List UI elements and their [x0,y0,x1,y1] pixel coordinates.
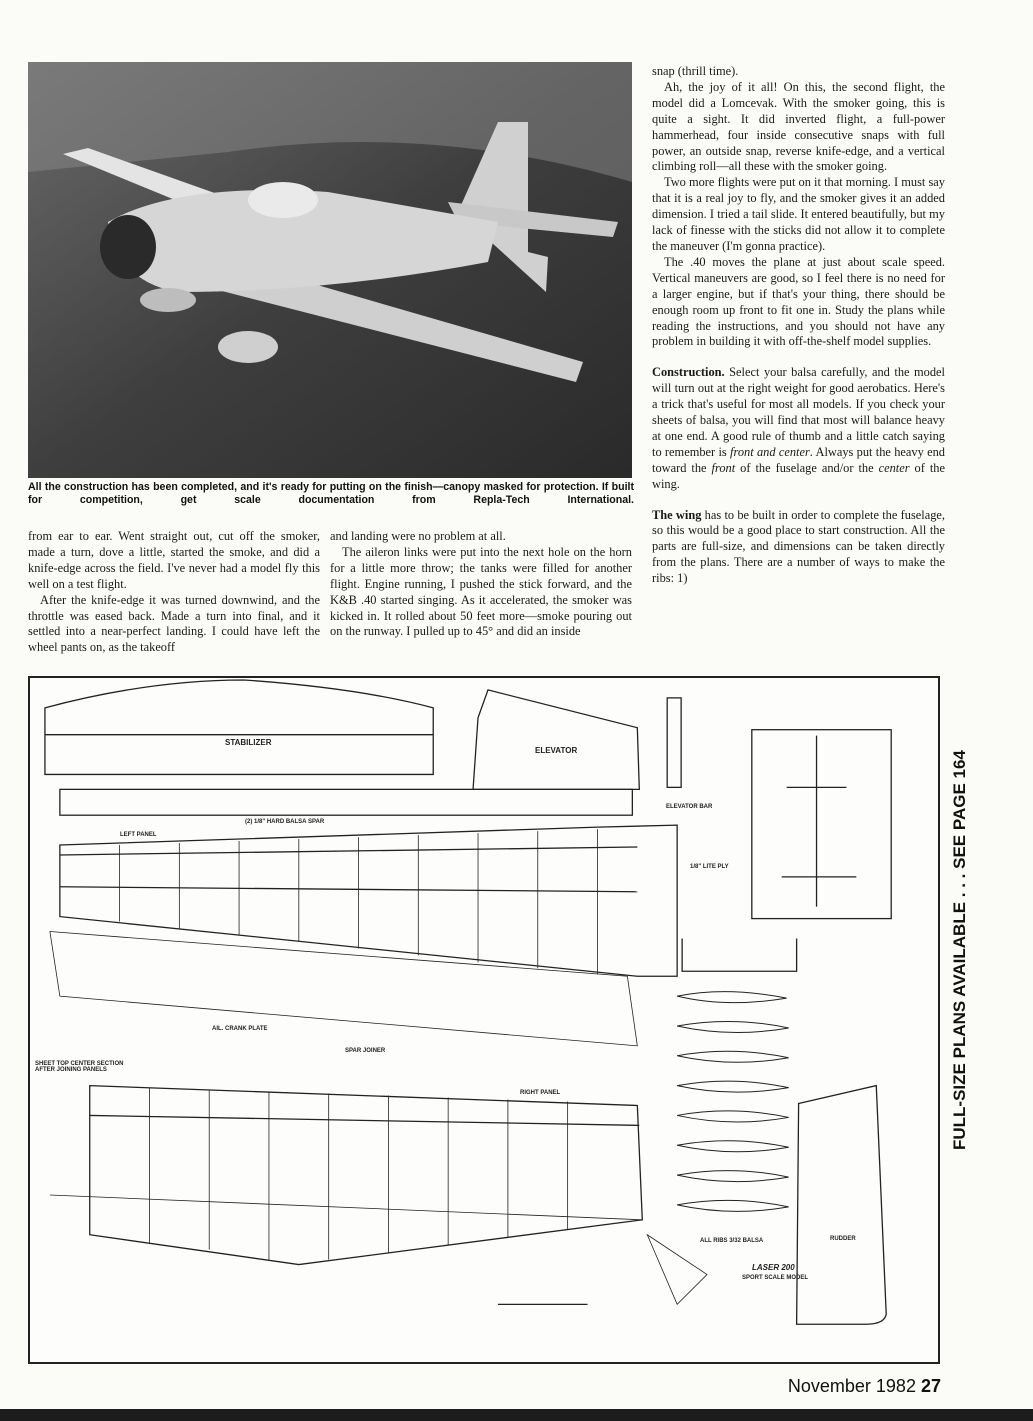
emphasis: front [711,460,736,475]
rudder-label: RUDDER [830,1236,856,1242]
page-footer [788,1376,941,1397]
paragraph: from ear to ear. Went straight out, cut off the smoker, made a turn, dove a little, started the smoke, and did a knife-edge across the field. I've never had a model fly this well on a test flight. [28,529,320,591]
right-panel-label: RIGHT PANEL [520,1090,561,1096]
left-panel-label: LEFT PANEL [120,832,157,838]
lite-ply-label: 1/8" LITE PLY [690,864,729,870]
plan-title: LASER 200 [752,1263,795,1272]
text: of the fuselage and/or the [735,460,879,475]
text: . Always put the heavy end toward the [652,444,945,475]
plan-subtitle: SPORT SCALE MODEL [742,1275,809,1281]
photo-caption: All the construction has been completed, and it's ready for putting on the finish—canopy masked for protection. If built for competition, get scale documentation from Repla-Tech International. [28,481,634,506]
article-column-2 [330,529,632,640]
airplane-photo [28,62,632,478]
plans-available-banner: FULL-SIZE PLANS AVAILABLE . . . SEE PAGE 164 [950,750,969,1150]
article-column-3 [652,64,945,587]
elevator-label: ELEVATOR [535,746,578,755]
page-number: 27 [920,1376,941,1396]
paragraph: and landing were no problem at all. [330,529,506,543]
sheet-top-label: SHEET TOP CENTER SECTION AFTER JOINING PANELS [35,1061,124,1073]
wing-paragraph [652,508,945,588]
construction-plans-drawing [28,676,940,1364]
all-ribs-label: ALL RIBS 3/32 BALSA [700,1238,764,1244]
spar-joiner-label: SPAR JOINER [345,1048,386,1054]
paragraph: snap (thrill time). [652,64,739,78]
scan-edge [0,1409,1033,1421]
paragraph: The aileron links were put into the next hole on the horn for a little more throw; the tanks were filled for another flight. Engine running, I pushed the stick forward, and the K&B .40 started singing. As it accelerated, the smoker was kicked in. It rolled about 50 feet more—smoke pouring out on the runway. I pulled up to 45° and did an inside [330,544,632,639]
text: of the wing. [652,460,945,491]
paragraph: The .40 moves the plane at just about scale speed. Vertical maneuvers are good, so I feel there is no need for a larger engine, but if that's your thing, there should be enough room up front to fit one in. Study the plans while reading the instructions, and you should not have any problem in building it with off-the-shelf model supplies. [652,254,945,349]
elevator-bar-label: ELEVATOR BAR [666,804,713,810]
construction-paragraph [652,365,945,492]
section-heading: Construction. [652,365,725,380]
text: has to be built in order to complete the fuselage, so this would be a good place to start construction. All the parts are full-size, and dimensions can be taken directly from the plans. There are a number of ways to make the ribs: 1) [652,507,946,586]
paragraph: Ah, the joy of it all! On this, the second flight, the model did a Lomcevak. With the smoker going, this is quite a sight. It did inverted flight, a full-power hammerhead, four inside consecutive snaps with full power, an outside snap, reverse knife-edge, and a vertical climbing roll—all these with the smoker going. [652,79,945,174]
paragraph: Two more flights were put on it that morning. I must say that it is a real joy to fly, and the smoker gives it an added dimension. I tried a tail slide. It entered beautifully, but my lack of finesse with the sticks did not allow it to complete the maneuver (I'm gonna practice). [652,175,945,253]
text: Select your balsa carefully, and the model will turn out at the right weight for good aerobatics. Here's a trick that's useful for most all models. If you check your sheets of balsa, you will find that most will balance heavy at one end. A good rule of thumb and a little catch saying to remember is [652,365,945,459]
emphasis: center [878,460,910,475]
crank-plate-label: AIL. CRANK PLATE [212,1026,268,1032]
spar-label: (2) 1/8" HARD BALSA SPAR [245,819,325,825]
paragraph: After the knife-edge it was turned downwind, and the throttle was eased back. Made a turn into final, and it settled into a near-perfect landing. I could have left the wheel pants on, as the takeoff [28,592,320,655]
article-column-1 [28,529,320,656]
stabilizer-label: STABILIZER [225,738,272,747]
emphasis: front and center [730,444,810,459]
issue-date: November 1982 [787,1376,916,1396]
section-heading: The wing [652,507,702,522]
